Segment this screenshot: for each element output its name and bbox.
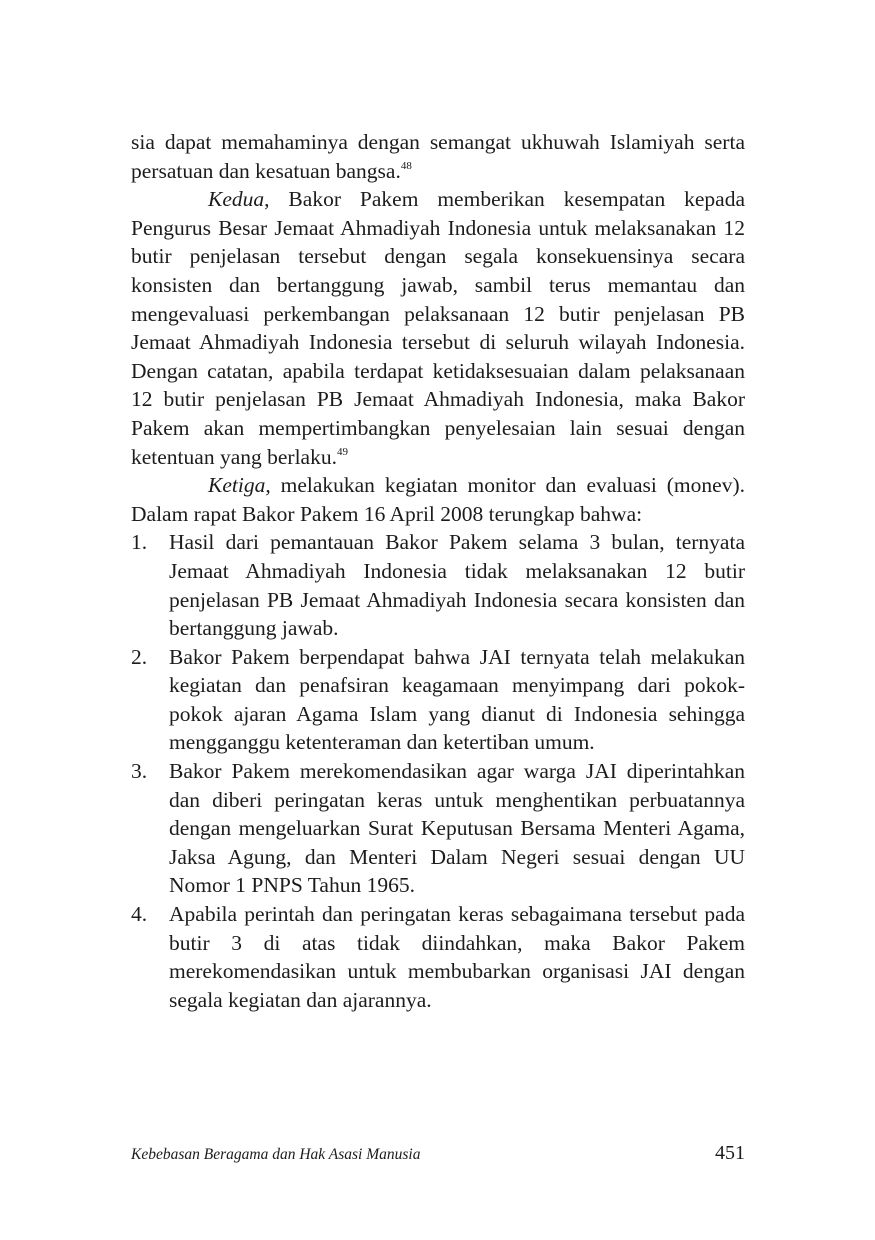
list-item-number: 2. [131, 644, 148, 669]
list-item [131, 643, 745, 757]
page-body [131, 128, 745, 1014]
list-item-number: 4. [131, 902, 148, 927]
paragraph-text: sia dapat memahaminya dengan semangat ukhuwah Islamiyah serta persatuan dan kesatuan bangsa. [131, 130, 745, 183]
paragraph-ketiga [131, 471, 745, 528]
list-item-number: 1. [131, 530, 148, 555]
numbered-list [131, 528, 745, 1014]
list-item-text: Apabila perintah dan peringatan keras sebagaimana tersebut pada butir 3 di atas tidak diindahkan, maka Bakor Pakem merekomendasikan untuk membubarkan organisasi JAI dengan segala kegiatan dan ajarannya. [169, 902, 745, 1012]
paragraph-text: , Bakor Pakem memberikan kesempatan kepada Pengurus Besar Jemaat Ahmadiyah Indonesia untuk melaksanakan 12 butir penjelasan tersebut dengan segala konsekuensinya secara konsisten dan bertanggung jawab, sambil terus memantau dan mengevaluasi perkembangan pelaksanaan 12 butir penjelasan PB Jemaat Ahmadiyah Indonesia tersebut di seluruh wilayah Indonesia. Dengan catatan, apabila terdapat ketidaksesuaian dalam pelaksanaan 12 butir penjelasan PB Jemaat Ahmadiyah Indonesia, maka Bakor Pakem akan mempertimbangkan penyelesaian lain sesuai dengan ketentuan yang berlaku. [131, 187, 745, 469]
list-item-text: Bakor Pakem berpendapat bahwa JAI ternyata telah melakukan kegiatan dan penafsiran keagamaan menyimpang dari pokok-pokok ajaran Agama Islam yang dianut di Indonesia sehingga mengganggu ketenteraman dan ketertiban umum. [169, 644, 745, 755]
footnote-marker: 48 [400, 159, 412, 172]
list-item-text: Hasil dari pemantauan Bakor Pakem selama 3 bulan, ternyata Jemaat Ahmadiyah Indonesia tidak melaksanakan 12 butir penjelasan PB Jemaat Ahmadiyah Indonesia secara konsisten dan bertanggung jawab. [169, 530, 745, 641]
paragraph-continuation [131, 128, 745, 185]
paragraph-lead: Kedua [208, 187, 265, 212]
list-item-text: Bakor Pakem merekomendasikan agar warga JAI diperintahkan dan diberi peringatan keras untuk menghentikan perbuatannya dengan mengeluarkan Surat Keputusan Bersama Menteri Agama, Jaksa Agung, dan Menteri Dalam Negeri sesuai dengan UU Nomor 1 PNPS Tahun 1965. [169, 759, 745, 898]
list-item [131, 757, 745, 900]
list-item [131, 528, 745, 642]
running-footer-title: Kebebasan Beragama dan Hak Asasi Manusia [131, 1146, 421, 1163]
page-footer [131, 1140, 745, 1170]
list-item-number: 3. [131, 759, 148, 784]
paragraph-text: , melakukan kegiatan monitor dan evaluasi (monev). Dalam rapat Bakor Pakem 16 April 2008 terungkap bahwa: [131, 473, 745, 526]
paragraph-kedua [131, 185, 745, 471]
list-item [131, 900, 745, 1014]
paragraph-lead: Ketiga [208, 473, 266, 498]
page-number: 451 [715, 1142, 745, 1164]
footnote-marker: 49 [336, 445, 348, 458]
